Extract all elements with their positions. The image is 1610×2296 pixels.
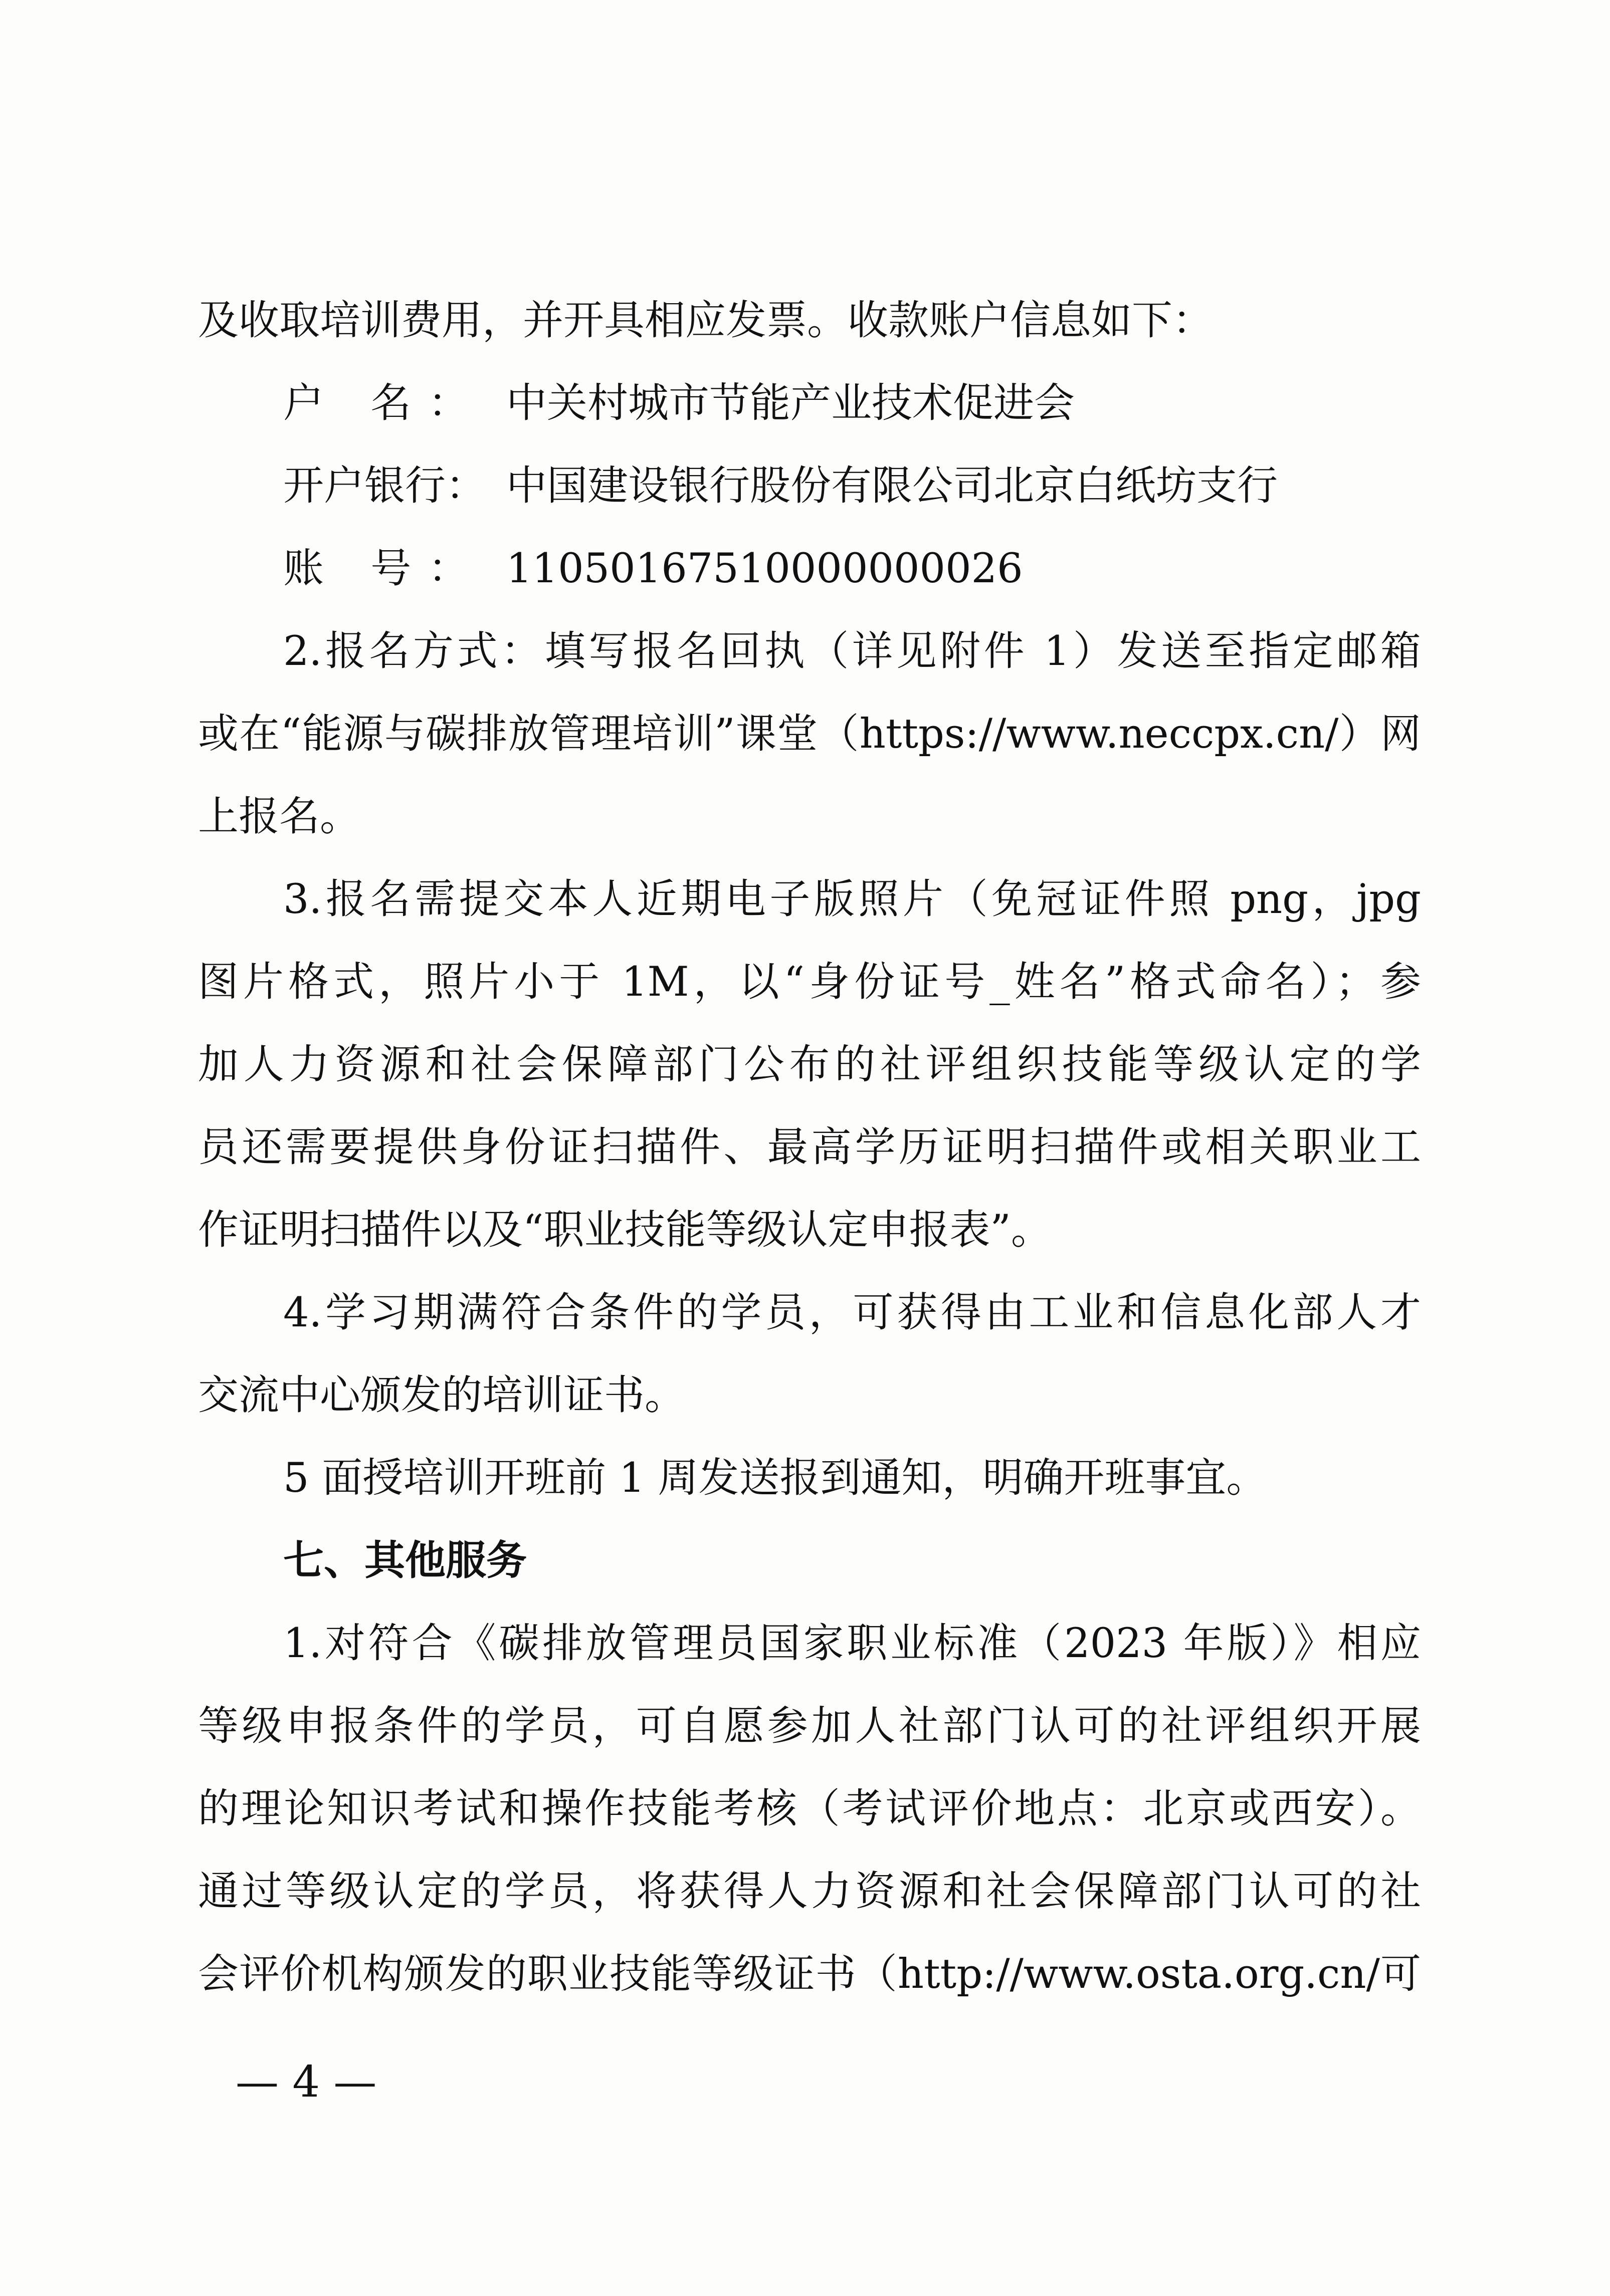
account-number-label: 账 号： (283, 545, 469, 592)
account-number-row (0, 531, 1610, 606)
page-number: — 4 — (236, 2057, 377, 2107)
item-3-line-2: 图片格式，照片小于 1M，以“身份证号_姓名”格式命名）；参 (198, 959, 1421, 1006)
item-2-line-2: 或在“能源与碳排放管理培训”课堂（https://www.neccpx.cn/）网 (198, 711, 1421, 758)
section-7-line-2: 等级申报条件的学员，可自愿参加人社部门认可的社评组织开展 (198, 1703, 1421, 1750)
account-bank-row (0, 448, 1610, 524)
section-7-line-3: 的理论知识考试和操作技能考核（考试评价地点：北京或西安）。 (198, 1785, 1421, 1832)
item-3-line-4: 员还需要提供身份证扫描件、最高学历证明扫描件或相关职业工 (198, 1124, 1421, 1171)
account-bank-value: 中国建设银行股份有限公司北京白纸坊支行 (506, 463, 1278, 510)
account-name-row (0, 366, 1610, 441)
paragraph-intro-line: 及收取培训费用，并开具相应发票。收款账户信息如下： (198, 297, 1214, 344)
item-2-line-1: 2.报名方式：填写报名回执（详见附件 1）发送至指定邮箱 (283, 628, 1421, 675)
section-7-line-4: 通过等级认定的学员，将获得人力资源和社会保障部门认可的社 (198, 1868, 1421, 1915)
account-bank-label: 开户银行： (283, 463, 487, 510)
item-5-line-1: 5 面授培训开班前 1 周发送报到通知，明确开班事宜。 (283, 1455, 1267, 1502)
account-name-value: 中关村城市节能产业技术促进会 (506, 380, 1075, 427)
item-4-line-2: 交流中心颁发的培训证书。 (198, 1372, 686, 1419)
account-name-label: 户 名： (283, 380, 469, 427)
item-3-line-1: 3.报名需提交本人近期电子版照片（免冠证件照 png，jpg (283, 876, 1421, 923)
section-7-line-5: 会评价机构颁发的职业技能等级证书（http://www.osta.org.cn/可 (198, 1951, 1421, 1998)
section-7-heading: 七、其他服务 (283, 1537, 527, 1584)
item-3-line-3: 加人力资源和社会保障部门公布的社评组织技能等级认定的学 (198, 1041, 1421, 1088)
item-3-line-5: 作证明扫描件以及“职业技能等级认定申报表”。 (198, 1207, 1052, 1254)
section-7-line-1: 1.对符合《碳排放管理员国家职业标准（2023 年版）》相应 (283, 1620, 1421, 1667)
item-4-line-1: 4.学习期满符合条件的学员，可获得由工业和信息化部人才 (283, 1289, 1421, 1336)
item-2-line-3: 上报名。 (198, 793, 361, 840)
account-number-value: 11050167510000000026 (506, 545, 1023, 592)
